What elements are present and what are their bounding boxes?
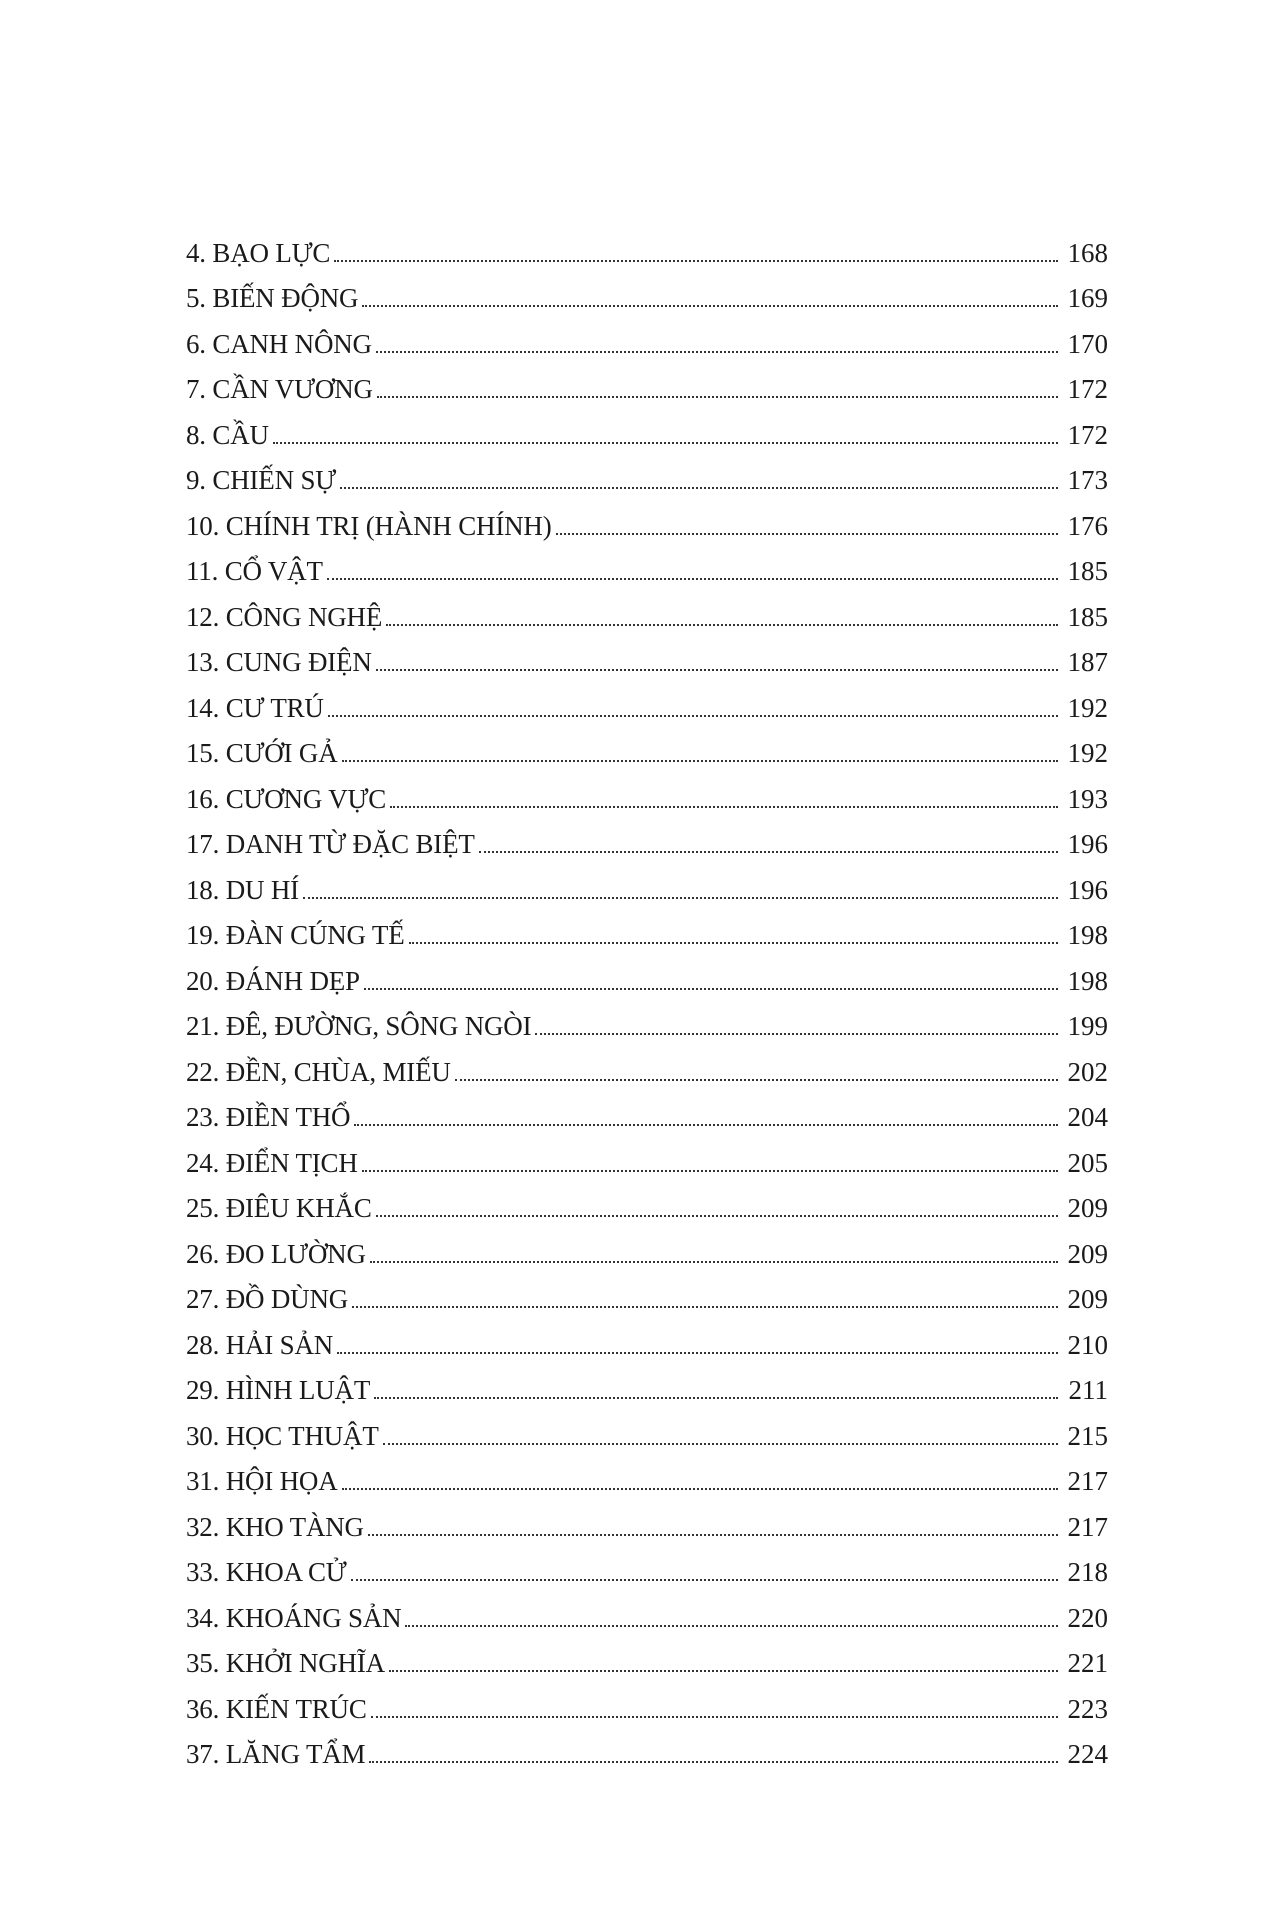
toc-entry xyxy=(186,1222,1108,1268)
dot-leader xyxy=(364,988,1058,990)
dot-leader xyxy=(479,851,1058,853)
toc-entry-title: 37. LĂNG TẨM xyxy=(186,1739,366,1769)
toc-entry-page-number: 211 xyxy=(1068,1375,1108,1405)
toc-entry xyxy=(186,1040,1108,1086)
toc-entry-page-number: 187 xyxy=(1067,647,1108,677)
toc-entry-title: 18. DU HÍ xyxy=(186,874,299,905)
toc-entry xyxy=(186,1177,1108,1223)
toc-entry-title: 19. ĐÀN CÚNG TẾ xyxy=(186,920,405,950)
toc-entry-page-number: 192 xyxy=(1067,692,1108,723)
dot-leader xyxy=(376,351,1058,353)
dot-leader xyxy=(354,1124,1058,1126)
toc-entry-title: 29. HÌNH LUẬT xyxy=(186,1375,371,1405)
dot-leader xyxy=(370,1261,1058,1263)
toc-entry xyxy=(186,767,1108,813)
dot-leader xyxy=(374,1397,1058,1399)
toc-entry-page-number: 185 xyxy=(1067,556,1108,586)
toc-entry xyxy=(186,494,1108,540)
toc-entry-page-number: 217 xyxy=(1067,1466,1108,1496)
toc-entry-title: 28. HẢI SẢN xyxy=(186,1329,334,1360)
toc-entry-title: 10. CHÍNH TRỊ (HÀNH CHÍNH) xyxy=(186,510,552,541)
toc-entry-page-number: 176 xyxy=(1067,510,1108,541)
toc-entry-page-number: 185 xyxy=(1067,601,1108,632)
dot-leader xyxy=(556,533,1058,535)
toc-entry-title: 12. CÔNG NGHỆ xyxy=(186,601,383,632)
toc-entry xyxy=(186,813,1108,859)
toc-entry-page-number: 192 xyxy=(1067,738,1108,768)
toc-entry xyxy=(186,1268,1108,1314)
toc-entry-title: 7. CẦN VƯƠNG xyxy=(186,374,373,404)
toc-entry-title: 25. ĐIÊU KHẮC xyxy=(186,1193,372,1223)
toc-entry-title: 23. ĐIỀN THỔ xyxy=(186,1102,351,1132)
toc-entry-title: 30. HỌC THUẬT xyxy=(186,1420,379,1451)
dot-leader xyxy=(386,624,1058,626)
dot-leader xyxy=(351,1579,1058,1581)
toc-entry-page-number: 172 xyxy=(1067,419,1108,450)
toc-entry-title: 8. CẦU xyxy=(186,419,269,450)
toc-entry-page-number: 173 xyxy=(1067,465,1108,495)
toc-entry xyxy=(186,540,1108,586)
toc-entry-title: 35. KHỞI NGHĨA xyxy=(186,1648,385,1678)
dot-leader xyxy=(376,1215,1058,1217)
toc-entry xyxy=(186,358,1108,404)
dot-leader xyxy=(389,1670,1058,1672)
toc-entry-title: 32. KHO TÀNG xyxy=(186,1511,364,1542)
toc-entry xyxy=(186,949,1108,995)
toc-entry-title: 26. ĐO LƯỜNG xyxy=(186,1238,366,1269)
toc-entry xyxy=(186,1450,1108,1496)
dot-leader xyxy=(362,1170,1058,1172)
dot-leader xyxy=(303,897,1058,899)
toc-entry xyxy=(186,221,1108,267)
dot-leader xyxy=(362,305,1058,307)
toc-entry xyxy=(186,585,1108,631)
dot-leader xyxy=(371,1716,1058,1718)
toc-entry-title: 31. HỘI HỌA xyxy=(186,1466,338,1496)
toc-entry-page-number: 224 xyxy=(1067,1739,1108,1769)
toc-entry-title: 27. ĐỒ DÙNG xyxy=(186,1284,349,1314)
table-of-contents xyxy=(186,221,1108,1768)
toc-entry xyxy=(186,904,1108,950)
toc-entry-page-number: 221 xyxy=(1067,1648,1108,1678)
toc-entry-page-number: 199 xyxy=(1067,1011,1108,1041)
toc-entry xyxy=(186,1131,1108,1177)
toc-entry-title: 17. DANH TỪ ĐẶC BIỆT xyxy=(186,829,475,859)
toc-entry-title: 21. ĐÊ, ĐƯỜNG, SÔNG NGÒI xyxy=(186,1011,532,1041)
dot-leader xyxy=(273,442,1058,444)
toc-entry-title: 34. KHOÁNG SẢN xyxy=(186,1602,402,1633)
toc-entry-page-number: 202 xyxy=(1067,1056,1108,1087)
dot-leader xyxy=(328,715,1058,717)
toc-entry xyxy=(186,1632,1108,1678)
dot-leader xyxy=(342,760,1059,762)
dot-leader xyxy=(376,669,1058,671)
toc-entry xyxy=(186,1586,1108,1632)
dot-leader xyxy=(377,396,1058,398)
toc-entry-page-number: 209 xyxy=(1067,1193,1108,1223)
toc-entry xyxy=(186,1313,1108,1359)
dot-leader xyxy=(342,1488,1058,1490)
dot-leader xyxy=(368,1534,1058,1536)
toc-entry-title: 33. KHOA CỬ xyxy=(186,1557,347,1587)
toc-entry-title: 11. CỔ VẬT xyxy=(186,556,323,586)
toc-entry xyxy=(186,449,1108,495)
toc-entry-title: 6. CANH NÔNG xyxy=(186,328,372,359)
toc-entry-title: 13. CUNG ĐIỆN xyxy=(186,647,372,677)
toc-entry-page-number: 204 xyxy=(1067,1102,1108,1132)
toc-entry-title: 16. CƯƠNG VỰC xyxy=(186,783,387,814)
toc-entry-page-number: 217 xyxy=(1067,1511,1108,1542)
dot-leader xyxy=(383,1443,1058,1445)
toc-entry-title: 4. BẠO LỰC xyxy=(186,237,331,268)
toc-entry xyxy=(186,403,1108,449)
toc-entry-title: 5. BIẾN ĐỘNG xyxy=(186,283,359,313)
toc-entry xyxy=(186,631,1108,677)
toc-entry xyxy=(186,1359,1108,1405)
toc-entry-page-number: 209 xyxy=(1067,1284,1108,1314)
toc-entry-page-number: 220 xyxy=(1067,1602,1108,1633)
toc-entry-page-number: 198 xyxy=(1067,965,1108,996)
dot-leader xyxy=(455,1079,1058,1081)
toc-entry xyxy=(186,312,1108,358)
toc-entry-page-number: 170 xyxy=(1067,328,1108,359)
dot-leader xyxy=(390,806,1058,808)
toc-entry xyxy=(186,1723,1108,1769)
toc-entry-page-number: 168 xyxy=(1067,237,1108,268)
dot-leader xyxy=(327,578,1058,580)
dot-leader xyxy=(535,1033,1058,1035)
toc-entry xyxy=(186,676,1108,722)
toc-entry-title: 36. KIẾN TRÚC xyxy=(186,1693,367,1724)
toc-entry-page-number: 215 xyxy=(1067,1420,1108,1451)
toc-entry xyxy=(186,1495,1108,1541)
toc-entry xyxy=(186,995,1108,1041)
dot-leader xyxy=(352,1306,1058,1308)
toc-entry-title: 24. ĐIỂN TỊCH xyxy=(186,1147,358,1178)
toc-entry-page-number: 196 xyxy=(1067,829,1108,859)
toc-entry-title: 20. ĐÁNH DẸP xyxy=(186,965,360,996)
toc-entry-page-number: 172 xyxy=(1067,374,1108,404)
toc-entry xyxy=(186,267,1108,313)
dot-leader xyxy=(340,487,1058,489)
toc-entry-page-number: 196 xyxy=(1067,874,1108,905)
toc-entry xyxy=(186,1541,1108,1587)
toc-entry-page-number: 169 xyxy=(1067,283,1108,313)
dot-leader xyxy=(409,942,1059,944)
toc-entry-page-number: 223 xyxy=(1067,1693,1108,1724)
toc-entry-page-number: 218 xyxy=(1067,1557,1108,1587)
toc-entry-title: 14. CƯ TRÚ xyxy=(186,692,324,723)
toc-entry-page-number: 198 xyxy=(1067,920,1108,950)
toc-entry-page-number: 193 xyxy=(1067,783,1108,814)
toc-entry xyxy=(186,858,1108,904)
toc-entry-title: 9. CHIẾN SỰ xyxy=(186,465,337,495)
toc-entry-page-number: 210 xyxy=(1067,1329,1108,1360)
dot-leader xyxy=(334,260,1058,262)
dot-leader xyxy=(369,1761,1058,1763)
toc-entry xyxy=(186,1086,1108,1132)
toc-entry-page-number: 205 xyxy=(1067,1147,1108,1178)
toc-entry-title: 15. CƯỚI GẢ xyxy=(186,738,338,768)
toc-entry xyxy=(186,722,1108,768)
dot-leader xyxy=(405,1625,1058,1627)
toc-entry-page-number: 209 xyxy=(1067,1238,1108,1269)
dot-leader xyxy=(337,1352,1058,1354)
toc-entry-title: 22. ĐỀN, CHÙA, MIẾU xyxy=(186,1056,451,1087)
toc-entry xyxy=(186,1677,1108,1723)
toc-entry xyxy=(186,1404,1108,1450)
